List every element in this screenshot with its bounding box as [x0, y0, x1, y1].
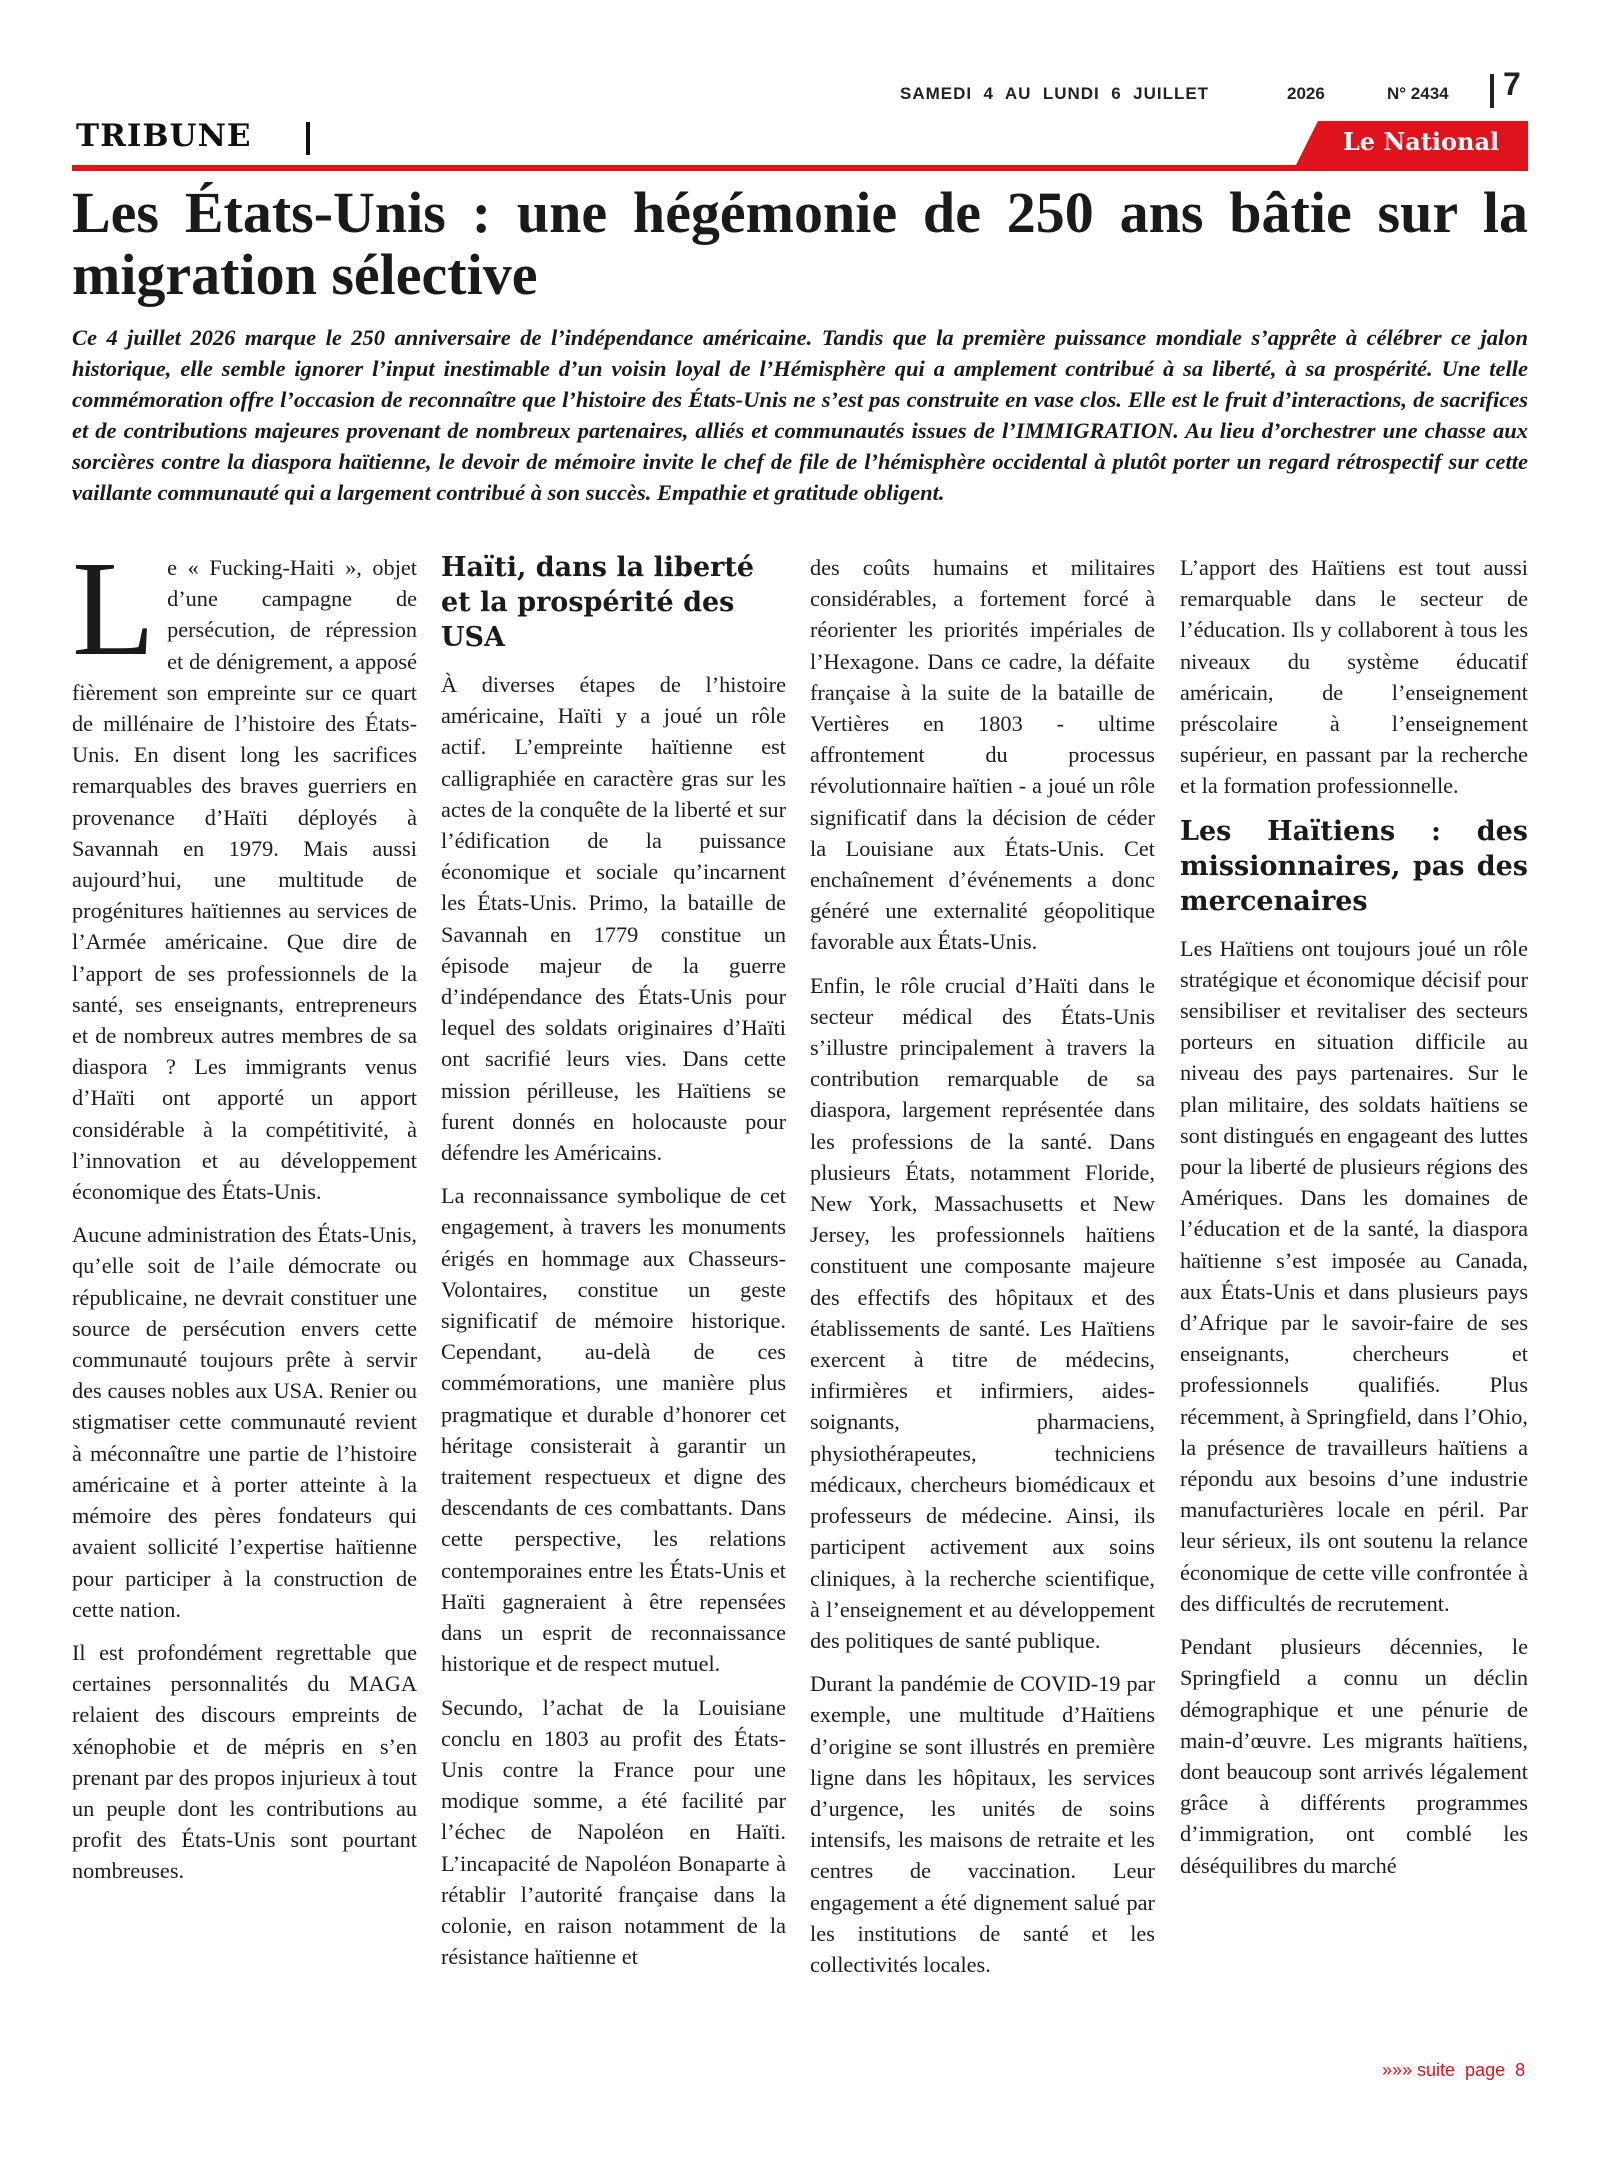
- paragraph: Enfin, le rôle crucial d’Haïti dans le secteur médical des États-Unis s’illustre principalement à travers la contribution remarquable de sa diaspora, largement représentée dans les professions de la santé. Dans plusieurs États, notamment Floride, New York, Massachusetts et New Jersey, les professionnels haïtiens constituent une composante majeure des effectifs des hôpitaux et des établissements de santé. Les Haïtiens exercent à titre de médecins, infirmières et infirmiers, aides-soignants, pharmaciens, physiothérapeutes, techniciens médicaux, chercheurs biomédicaux et professeurs de médecine. Ainsi, ils participent activement aux soins cliniques, à la recherche scientifique, à l’enseignement et au développement des politiques de santé publique.: [810, 972, 1155, 1653]
- paragraph: Les Haïtiens ont toujours joué un rôle stratégique et économique décisif pour sensibiliser et revitaliser des secteurs porteurs en situation difficile au niveau des pays partenaires. Sur le plan militaire, des soldats haïtiens se sont distingués en engageant des luttes pour la liberté de plusieurs régions des Amériques. Dans les domaines de l’éducation et de la santé, la diaspora haïtienne s’est imposée au Canada, aux États-Unis et dans plusieurs pays d’Afrique par le savoir-faire de ses enseignants, chercheurs et professionnels qualifiés. Plus récemment, à Springfield, dans l’Ohio, la présence de travailleurs haïtiens a répondu aux besoins d’une industrie manufacturières locale en péril. Par leur sérieux, ils ont soutenu la relance économique de cette ville confrontée à des difficultés de recrutement.: [1180, 935, 1528, 1616]
- paragraph: À diverses étapes de l’histoire américaine, Haïti y a joué un rôle actif. L’empreinte haïtienne est calligraphiée en caractère gras sur les actes de la conquête de la liberté et sur l’édification de la puissance économique et sociale qu’incarnent les États-Unis. Primo, la bataille de Savannah en 1779 constitue un épisode majeur de la guerre d’indépendance des États-Unis pour lequel des soldats originaires d’Haïti ont sacrifié leurs vies. Dans cette mission périlleuse, les Haïtiens se furent donnés en holocauste pour défendre les Américains.: [441, 672, 786, 1166]
- column-1: [72, 534, 417, 1899]
- paragraph: Le « Fucking-Haiti », objet d’une campagne de persécution, de répression et de dénigrement, a apposé fièrement son empreinte sur ce quart de millénaire de l’histoire des États-Unis. En disent long les sacrifices remarquables des braves guerriers en provenance d’Haïti déployés à Savannah en 1979. Mais aussi aujourd’hui, une multitude de progénitures haïtiennes au services de l’Armée américaine. Que dire de l’apport de ses professionnels de la santé, ses enseignants, entrepreneurs et de nombreux autres membres de sa diaspora ? Les immigrants venus d’Haïti ont apporté un apport considérable à la compétitivité, à l’innovation et au développement économique des États-Unis.: [72, 534, 417, 1205]
- paragraph: Pendant plusieurs décennies, le Springfield a connu un déclin démographique et une pénurie de main-d’œuvre. Les migrants haïtiens, dont beaucoup sont arrivés légalement grâce à différents programmes d’immigration, ont comblé les déséquilibres du marché: [1180, 1634, 1528, 1878]
- newspaper-name: Le National: [1342, 127, 1500, 156]
- column-2: [441, 552, 786, 1984]
- paragraph: L’apport des Haïtiens est tout aussi remarquable dans le secteur de l’éducation. Ils y collaborent à tous les niveaux du système éducatif américain, de l’enseignement préscolaire à l’enseignement supérieur, en passant par la recherche et la formation professionnelle.: [1180, 555, 1528, 799]
- paragraph: Durant la pandémie de COVID-19 par exemple, une multitude d’Haïtiens d’origine se sont illustrés en première ligne dans les hôpitaux, les services d’urgence, les unités de soins intensifs, les maisons de retraite et les centres de vaccination. Leur engagement a été dignement salué par les institutions de santé et les collectivités locales.: [810, 1671, 1155, 1977]
- section-divider: [306, 122, 310, 155]
- subheading: Haïti, dans la liberté et la prospérité des USA: [441, 552, 754, 653]
- column-4: [1180, 552, 1528, 1893]
- article-lead: Ce 4 juillet 2026 marque le 250 anniversaire de l’indépendance américaine. Tandis que la première puissance mondiale s’apprête à célébrer ce jalon historique, elle semble ignorer l’input inestimable d’un voisin loyal de l’Hémisphère qui a amplement contribué à sa liberté, à sa prospérité. Une telle commémoration offre l’occasion de reconnaître que l’histoire des États-Unis ne s’est pas construite en vase clos. Elle est le fruit d’interactions, de sacrifices et de contributions majeures provenant de nombreux partenaires, alliés et communautés issues de l’IMMIGRATION. Au lieu d’orchestrer une chasse aux sorcières contre la diaspora haïtienne, le devoir de mémoire invite le chef de file de l’hémisphère occidental à plutôt porter un regard rétrospectif sur cette vaillante communauté qui a largement contribué à son succès. Empathie et gratitude obligent.: [72, 325, 1528, 505]
- paragraph: des coûts humains et militaires considérables, a fortement forcé à réorienter les priorités impériales de l’Hexagone. Dans ce cadre, la défaite française à la suite de la bataille de Vertières en 1803 - ultime affrontement du processus révolutionnaire haïtien - a joué un rôle significatif dans la décision de céder la Louisiane aux États-Unis. Cet enchaînement d’événements a donc généré une externalité géopolitique favorable aux États-Unis.: [810, 555, 1155, 955]
- header-rule: [72, 165, 1528, 171]
- drop-cap: L: [72, 534, 156, 684]
- paragraph: Il est profondément regrettable que certaines personnalités du MAGA relaient des discours empreints de xénophobie et de mépris en s’en prenant par des propos injurieux à tout un peuple dont les contributions au profit des États-Unis sont pourtant nombreuses.: [72, 1639, 417, 1884]
- subheading: Les Haïtiens : des missionnaires, pas des mercenaires: [1180, 815, 1528, 917]
- article-title: Les États-Unis : une hégémonie de 250 ans bâtie sur la migration sélective: [72, 180, 1528, 307]
- column-3: [810, 552, 1155, 1992]
- page-number: 7: [1503, 66, 1521, 102]
- paragraph: Aucune administration des États-Unis, qu’elle soit de l’aile démocrate ou républicaine, ne devrait constituer une source de persécution envers cette communauté toujours prête à servir des causes nobles aux USA. Renier ou stigmatiser cette communauté revient à méconnaître une partie de l’histoire américaine et à porter atteinte à la mémoire des pères fondateurs qui avaient sollicité l’expertise haïtienne pour participer à la construction de cette nation.: [72, 1222, 417, 1622]
- paragraph: La reconnaissance symbolique de cet engagement, à travers les monuments érigés en hommage aux Chasseurs-Volontaires, constitue un geste significatif de mémoire historique. Cependant, au-delà de ces commémorations, une manière plus pragmatique et durable d’honorer cet héritage consisterait à garantir un traitement respectueux et digne des descendants de ces combattants. Dans cette perspective, les relations contemporaines entre les États-Unis et Haïti gagneraient à être repensées dans un esprit de reconnaissance historique et de respect mutuel.: [441, 1183, 786, 1677]
- section-label: TRIBUNE: [76, 118, 252, 154]
- issue-year: 2026: [1287, 84, 1325, 103]
- continued-on-page-link[interactable]: »»» suite page 8: [1382, 2060, 1526, 2080]
- masthead-divider: [1490, 74, 1494, 108]
- issue-number: N° 2434: [1387, 84, 1449, 103]
- issue-date: SAMEDI 4 AU LUNDI 6 JUILLET: [900, 84, 1210, 103]
- paragraph: Secundo, l’achat de la Louisiane conclu en 1803 au profit des États-Unis contre la France pour une modique somme, a été facilité par l’échec de Napoléon en Haïti. L’incapacité de Napoléon Bonaparte à rétablir l’autorité française dans la colonie, en raison notamment de la résistance haïtienne et: [441, 1694, 786, 1970]
